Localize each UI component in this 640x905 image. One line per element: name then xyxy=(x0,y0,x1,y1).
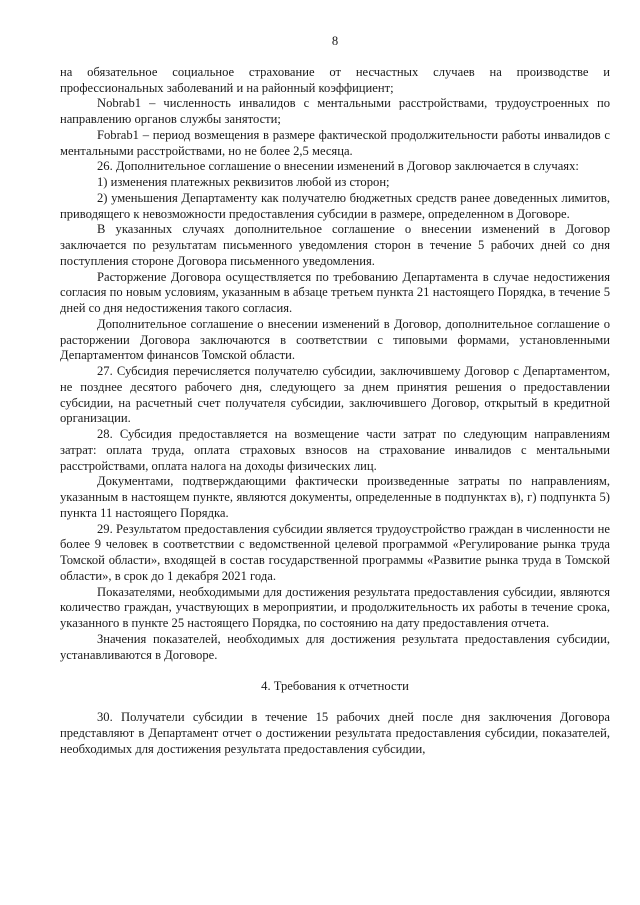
page-number: 8 xyxy=(331,34,339,48)
paragraph: Nobrab1 – численность инвалидов с ментальными расстройствами, трудоустроенных по направлению органов службы занятости; xyxy=(60,96,610,126)
document-page xyxy=(60,34,610,757)
paragraph: 1) изменения платежных реквизитов любой из сторон; xyxy=(97,175,390,189)
paragraph: 28. Субсидия предоставляется на возмещение части затрат по следующим направлениям затрат: оплата труда, оплата страховых взносов на страхование инвалидов с ментальными расстройствами, оплата налога на доходы физических лиц. xyxy=(60,427,610,473)
paragraph: 30. Получатели субсидии в течение 15 рабочих дней после дня заключения Договора представляют в Департамент отчет о достижении результата предоставления субсидии, показателей, необходимых для достижения результата предоставления субсидии, xyxy=(60,710,610,756)
paragraph: В указанных случаях дополнительное соглашение о внесении изменений в Договор заключается по результатам письменного уведомления сторон в течение 5 рабочих дней со дня поступления стороне Договора письменного уведомления. xyxy=(60,222,610,268)
paragraph: Дополнительное соглашение о внесении изменений в Договор, дополнительное соглашение о расторжении Договора заключаются в соответствии с типовыми формами, установленными Департаментом финансов Томской области. xyxy=(60,316,610,363)
paragraph: 29. Результатом предоставления субсидии является трудоустройство граждан в численности не более 9 человек в соответствии с ведомственной целевой программой «Регулирование рынка труда Томской области», входящей в состав государственной программы «Развитие рынка труда в Томской области», в срок до 1 декабря 2021 года. xyxy=(60,521,610,583)
paragraph: 27. Субсидия перечисляется получателю субсидии, заключившему Договор с Департаментом, не позднее десятого рабочего дня, следующего за днем принятия решения о предоставлении субсидии, на расчетный счет получателя субсидии, заключившего Договор, открытый в кредитной организации. xyxy=(60,364,610,426)
paragraph: Расторжение Договора осуществляется по требованию Департамента в случае недостижения согласия по новым условиям, указанным в абзаце третьем пункта 21 настоящего Порядка, в течение 5 дней со дня недостижения такого согласия. xyxy=(60,269,610,315)
section-heading: 4. Требования к отчетности xyxy=(261,679,409,694)
paragraph: Значения показателей, необходимых для достижения результата предоставления субсидии, устанавливаются в Договоре. xyxy=(60,631,610,662)
body-text-before xyxy=(60,65,610,664)
body-text-after xyxy=(60,710,610,757)
paragraph: на обязательное социальное страхование от несчастных случаев на производстве и профессиональных заболеваний и на районный коэффициент; xyxy=(60,64,610,95)
paragraph: 2) уменьшения Департаменту как получателю бюджетных средств ранее доведенных лимитов, приводящего к невозможности предоставления субсидии в размере, определенном в Договоре. xyxy=(60,190,610,221)
paragraph: Документами, подтверждающими фактически произведенные затраты по направлениям, указанным в настоящем пункте, являются документы, определенные в подпунктах в), г) подпункта 5) пункта 11 настоящего Порядка. xyxy=(60,474,610,520)
paragraph: Показателями, необходимыми для достижения результата предоставления субсидии, являются количество граждан, участвующих в мероприятии, и продолжительность их работы в течение срока, указанного в пункте 25 настоящего Порядка, по состоянию на дату предоставления отчета. xyxy=(60,584,610,630)
paragraph: 26. Дополнительное соглашение о внесении изменений в Договор заключается в случаях: xyxy=(97,159,579,174)
paragraph: Fobrab1 – период возмещения в размере фактической продолжительности работы инвалидов с ментальными расстройствами, но не более 2,5 месяца. xyxy=(60,127,610,158)
